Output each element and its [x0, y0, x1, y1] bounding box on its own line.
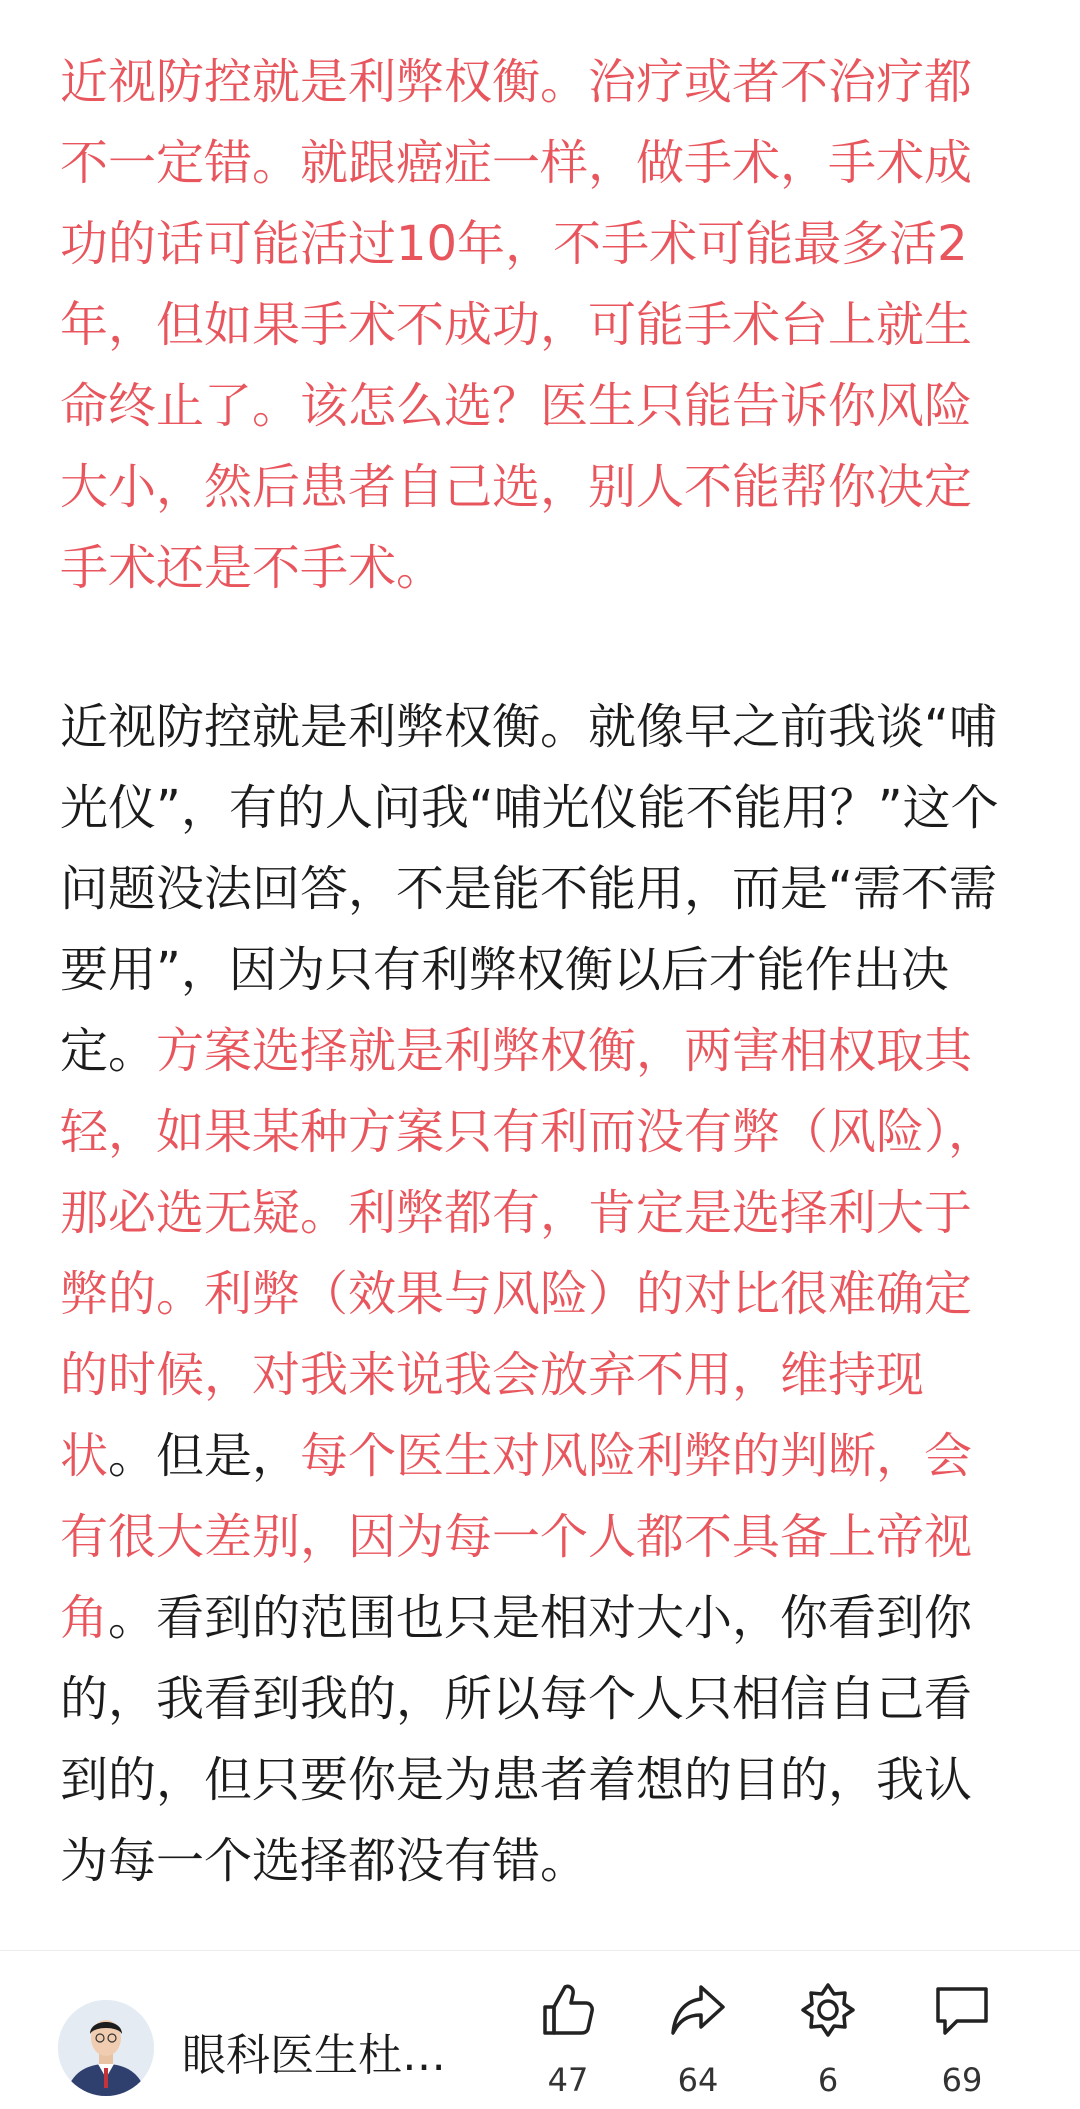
like-count: 47: [547, 2061, 589, 2099]
comment-count: 69: [941, 2061, 983, 2099]
top-bar: [0, 0, 1080, 42]
share-count: 64: [677, 2061, 719, 2099]
article-paragraph-2: [60, 687, 1018, 1902]
article-paragraph-1: [60, 42, 1018, 609]
text-segment: 。但是，: [108, 1428, 301, 1484]
text-segment: 近视防控就是利弊权衡。治疗或者不治疗都不一定错。就跟癌症一样，做手术，手术成功的话可能活过10年，不手术可能最多活2年，但如果手术不成功，可能手术台上就生命终止了。该怎么选？医生只能告诉你风险大小，然后患者自己选，别人不能帮你决定手术还是不手术。: [60, 54, 973, 596]
author-name[interactable]: 眼科医生杜…: [182, 2030, 446, 2081]
thumbs-up-icon: [539, 1981, 597, 2039]
favorite-count: 6: [817, 2061, 839, 2099]
article-body: [0, 42, 1080, 1948]
text-segment: 每个医生对风险利弊的判断，会有很大差别，因为每一个人都不具备上帝视角: [60, 1428, 973, 1646]
author-avatar[interactable]: [58, 2000, 154, 2096]
text-segment: 近视防控就是利弊权衡。就像早之前我谈“哺光仪”，有的人问我“哺光仪能不能用？”这个问题没法回答，不是能不能用，而是“需不需要用”，因为只有利弊权衡以后才能作出决定。: [60, 699, 999, 1079]
share-button[interactable]: [648, 1981, 748, 2101]
favorite-button[interactable]: [778, 1981, 878, 2101]
comment-button[interactable]: [912, 1981, 1012, 2101]
text-segment: 方案选择就是利弊权衡，两害相权取其轻，如果某种方案只有利而没有弊（风险），那必选无疑。利弊都有，肯定是选择利大于弊的。利弊（效果与风险）的对比很难确定的时候，对我来说我会放弃不用，维持现状: [60, 1023, 997, 1484]
favorite-icon: [799, 1981, 857, 2039]
share-icon: [669, 1981, 727, 2039]
bottom-action-bar: [0, 1950, 1080, 2109]
comment-icon: [933, 1981, 991, 2039]
text-segment: 。看到的范围也只是相对大小，你看到你的，我看到我的，所以每个人只相信自己看到的，但只要你是为患者着想的目的，我认为每一个选择都没有错。: [60, 1590, 973, 1889]
like-button[interactable]: [518, 1981, 618, 2101]
